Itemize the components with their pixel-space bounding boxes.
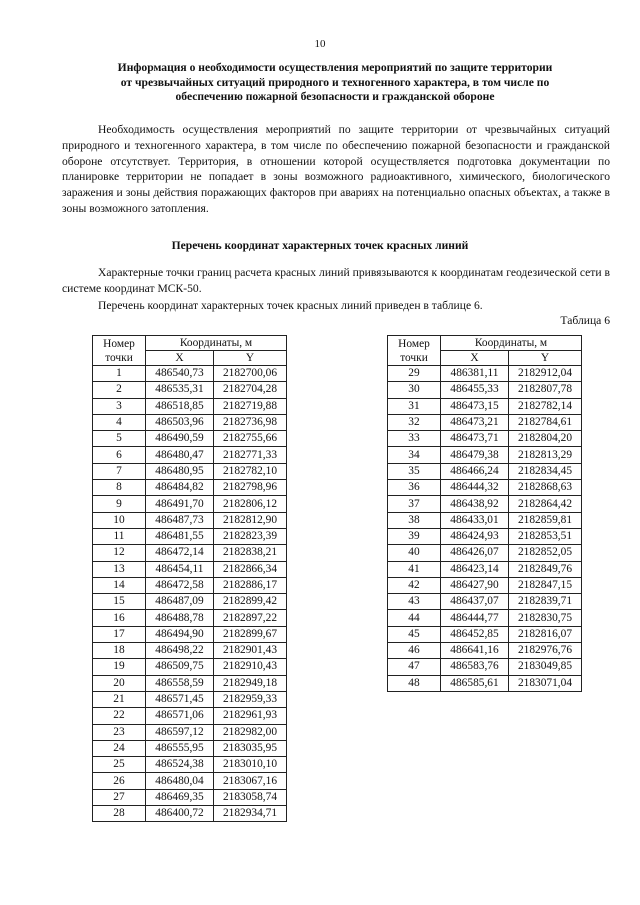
x-coordinate-cell: 486641,16 xyxy=(441,643,509,659)
point-number-cell: 12 xyxy=(93,545,146,561)
x-coordinate-cell: 486455,33 xyxy=(441,382,509,398)
table-row xyxy=(93,806,287,822)
table-row xyxy=(93,675,287,691)
point-number-cell: 11 xyxy=(93,528,146,544)
table-row xyxy=(93,447,287,463)
point-number-cell: 20 xyxy=(93,675,146,691)
header-point-number xyxy=(93,336,146,366)
y-coordinate-cell: 2182816,07 xyxy=(509,626,582,642)
x-coordinate-cell: 486494,90 xyxy=(146,626,214,642)
y-coordinate-cell: 2182813,29 xyxy=(509,447,582,463)
point-number-cell: 33 xyxy=(388,431,441,447)
x-coordinate-cell: 486484,82 xyxy=(146,480,214,496)
point-number-cell: 25 xyxy=(93,757,146,773)
x-coordinate-cell: 486438,92 xyxy=(441,496,509,512)
section-heading xyxy=(70,61,600,105)
y-coordinate-cell: 2182886,17 xyxy=(214,577,287,593)
y-coordinate-cell: 2182700,06 xyxy=(214,366,287,382)
y-coordinate-cell: 2182859,81 xyxy=(509,512,582,528)
point-number-cell: 29 xyxy=(388,366,441,382)
x-coordinate-cell: 486509,75 xyxy=(146,659,214,675)
table-row xyxy=(388,610,582,626)
y-coordinate-cell: 2183035,95 xyxy=(214,740,287,756)
y-coordinate-cell: 2182899,42 xyxy=(214,594,287,610)
y-coordinate-cell: 2182784,61 xyxy=(509,414,582,430)
heading-line-3: обеспечению пожарной безопасности и гражданской обороне xyxy=(175,90,495,103)
header-number-line2: точки xyxy=(400,351,428,364)
y-coordinate-cell: 2182982,00 xyxy=(214,724,287,740)
point-number-cell: 39 xyxy=(388,528,441,544)
table-row xyxy=(93,691,287,707)
table-row xyxy=(388,512,582,528)
x-coordinate-cell: 486488,78 xyxy=(146,610,214,626)
y-coordinate-cell: 2182910,43 xyxy=(214,659,287,675)
table-row xyxy=(93,382,287,398)
table-row xyxy=(93,724,287,740)
table-row xyxy=(93,789,287,805)
table-row xyxy=(93,398,287,414)
x-coordinate-cell: 486571,06 xyxy=(146,708,214,724)
x-coordinate-cell: 486444,32 xyxy=(441,480,509,496)
x-coordinate-cell: 486558,59 xyxy=(146,675,214,691)
y-coordinate-cell: 2182804,20 xyxy=(509,431,582,447)
point-number-cell: 22 xyxy=(93,708,146,724)
x-coordinate-cell: 486518,85 xyxy=(146,398,214,414)
table-row xyxy=(93,528,287,544)
point-number-cell: 21 xyxy=(93,691,146,707)
y-coordinate-cell: 2182866,34 xyxy=(214,561,287,577)
y-coordinate-cell: 2182847,15 xyxy=(509,577,582,593)
table-row xyxy=(93,708,287,724)
point-number-cell: 23 xyxy=(93,724,146,740)
header-x: X xyxy=(146,351,214,366)
x-coordinate-cell: 486583,76 xyxy=(441,659,509,675)
table-row xyxy=(388,463,582,479)
y-coordinate-cell: 2182897,22 xyxy=(214,610,287,626)
table-row xyxy=(93,463,287,479)
x-coordinate-cell: 486424,93 xyxy=(441,528,509,544)
y-coordinate-cell: 2182719,88 xyxy=(214,398,287,414)
point-number-cell: 35 xyxy=(388,463,441,479)
y-coordinate-cell: 2182830,75 xyxy=(509,610,582,626)
x-coordinate-cell: 486426,07 xyxy=(441,545,509,561)
point-number-cell: 38 xyxy=(388,512,441,528)
header-y: Y xyxy=(509,351,582,366)
table-row xyxy=(93,577,287,593)
point-number-cell: 6 xyxy=(93,447,146,463)
point-number-cell: 37 xyxy=(388,496,441,512)
y-coordinate-cell: 2183071,04 xyxy=(509,675,582,691)
table-row xyxy=(93,643,287,659)
table-row xyxy=(93,740,287,756)
x-coordinate-cell: 486540,73 xyxy=(146,366,214,382)
x-coordinate-cell: 486479,38 xyxy=(441,447,509,463)
y-coordinate-cell: 2182868,63 xyxy=(509,480,582,496)
x-coordinate-cell: 486472,14 xyxy=(146,545,214,561)
y-coordinate-cell: 2182901,43 xyxy=(214,643,287,659)
table-row xyxy=(388,431,582,447)
x-coordinate-cell: 486473,71 xyxy=(441,431,509,447)
x-coordinate-cell: 486487,09 xyxy=(146,594,214,610)
point-number-cell: 4 xyxy=(93,414,146,430)
y-coordinate-cell: 2182899,67 xyxy=(214,626,287,642)
point-number-cell: 47 xyxy=(388,659,441,675)
y-coordinate-cell: 2182807,78 xyxy=(509,382,582,398)
table-row xyxy=(388,447,582,463)
y-coordinate-cell: 2182806,12 xyxy=(214,496,287,512)
point-number-cell: 17 xyxy=(93,626,146,642)
point-number-cell: 19 xyxy=(93,659,146,675)
point-number-cell: 2 xyxy=(93,382,146,398)
x-coordinate-cell: 486427,90 xyxy=(441,577,509,593)
point-number-cell: 34 xyxy=(388,447,441,463)
point-number-cell: 36 xyxy=(388,480,441,496)
y-coordinate-cell: 2182849,76 xyxy=(509,561,582,577)
x-coordinate-cell: 486480,47 xyxy=(146,447,214,463)
point-number-cell: 40 xyxy=(388,545,441,561)
x-coordinate-cell: 486423,14 xyxy=(441,561,509,577)
y-coordinate-cell: 2182812,90 xyxy=(214,512,287,528)
heading-line-2: от чрезвычайных ситуаций природного и техногенного характера, в том числе по xyxy=(120,75,550,89)
table-row xyxy=(388,594,582,610)
table-row xyxy=(93,414,287,430)
x-coordinate-cell: 486381,11 xyxy=(441,366,509,382)
y-coordinate-cell: 2182976,76 xyxy=(509,643,582,659)
y-coordinate-cell: 2182755,66 xyxy=(214,431,287,447)
table-row xyxy=(388,480,582,496)
point-number-cell: 30 xyxy=(388,382,441,398)
heading-line-1: Информация о необходимости осуществления мероприятий по защите территории xyxy=(117,61,553,74)
point-number-cell: 15 xyxy=(93,594,146,610)
point-number-cell: 3 xyxy=(93,398,146,414)
y-coordinate-cell: 2182912,04 xyxy=(509,366,582,382)
binding-paragraph: Характерные точки границ расчета красных линий привязываются к координатам геодезической сети в системе координат МСК-50. xyxy=(62,266,610,295)
point-number-cell: 24 xyxy=(93,740,146,756)
table-row xyxy=(93,610,287,626)
y-coordinate-cell: 2182961,93 xyxy=(214,708,287,724)
table-row xyxy=(93,496,287,512)
y-coordinate-cell: 2183010,10 xyxy=(214,757,287,773)
x-coordinate-cell: 486498,22 xyxy=(146,643,214,659)
coordinates-table-left xyxy=(92,335,287,822)
x-coordinate-cell: 486480,04 xyxy=(146,773,214,789)
table-row xyxy=(93,773,287,789)
table-row xyxy=(93,626,287,642)
coordinates-table-right xyxy=(387,335,582,692)
point-number-cell: 43 xyxy=(388,594,441,610)
x-coordinate-cell: 486469,35 xyxy=(146,789,214,805)
point-number-cell: 26 xyxy=(93,773,146,789)
x-coordinate-cell: 486490,59 xyxy=(146,431,214,447)
table-row xyxy=(93,480,287,496)
x-coordinate-cell: 486585,61 xyxy=(441,675,509,691)
table-row xyxy=(93,366,287,382)
table-row xyxy=(388,366,582,382)
x-coordinate-cell: 486466,24 xyxy=(441,463,509,479)
y-coordinate-cell: 2183058,74 xyxy=(214,789,287,805)
x-coordinate-cell: 486524,38 xyxy=(146,757,214,773)
table-row xyxy=(388,643,582,659)
x-coordinate-cell: 486437,07 xyxy=(441,594,509,610)
point-number-cell: 10 xyxy=(93,512,146,528)
y-coordinate-cell: 2182853,51 xyxy=(509,528,582,544)
table-reference-paragraph: Перечень координат характерных точек красных линий приведен в таблице 6. xyxy=(98,299,483,312)
table-row xyxy=(388,496,582,512)
point-number-cell: 18 xyxy=(93,643,146,659)
emergency-paragraph: Необходимость осуществления мероприятий по защите территории от чрезвычайных ситуаций природного и техногенного характера, в том числе по обеспечению пожарной безопасности и гражданской обороне отсутствует. Территория, в отношении которой осуществляется подготовка документации по планировке территории не попадает в зоны возможного радиоактивного, химического, биологического заражения и зоны действия поражающих факторов при авариях на потенциально опасных объектах, а также в зоны возможного затопления. xyxy=(62,123,610,215)
y-coordinate-cell: 2182782,14 xyxy=(509,398,582,414)
x-coordinate-cell: 486452,85 xyxy=(441,626,509,642)
y-coordinate-cell: 2183049,85 xyxy=(509,659,582,675)
table-row xyxy=(93,757,287,773)
header-number-line1: Номер xyxy=(398,337,430,350)
y-coordinate-cell: 2182823,39 xyxy=(214,528,287,544)
y-coordinate-cell: 2182839,71 xyxy=(509,594,582,610)
table-row xyxy=(388,414,582,430)
y-coordinate-cell: 2182959,33 xyxy=(214,691,287,707)
header-number-line1: Номер xyxy=(103,337,135,350)
table-row xyxy=(388,382,582,398)
point-number-cell: 41 xyxy=(388,561,441,577)
table-row xyxy=(93,659,287,675)
table-row xyxy=(388,528,582,544)
point-number-cell: 45 xyxy=(388,626,441,642)
point-number-cell: 48 xyxy=(388,675,441,691)
x-coordinate-cell: 486535,31 xyxy=(146,382,214,398)
y-coordinate-cell: 2182798,96 xyxy=(214,480,287,496)
table-row xyxy=(388,561,582,577)
table-row xyxy=(93,594,287,610)
x-coordinate-cell: 486487,73 xyxy=(146,512,214,528)
x-coordinate-cell: 486433,01 xyxy=(441,512,509,528)
page-number: 10 xyxy=(314,38,326,50)
x-coordinate-cell: 486571,45 xyxy=(146,691,214,707)
x-coordinate-cell: 486473,15 xyxy=(441,398,509,414)
y-coordinate-cell: 2182771,33 xyxy=(214,447,287,463)
x-coordinate-cell: 486454,11 xyxy=(146,561,214,577)
table-row xyxy=(93,561,287,577)
point-number-cell: 32 xyxy=(388,414,441,430)
point-number-cell: 1 xyxy=(93,366,146,382)
point-number-cell: 8 xyxy=(93,480,146,496)
table-row xyxy=(388,659,582,675)
x-coordinate-cell: 486503,96 xyxy=(146,414,214,430)
x-coordinate-cell: 486472,58 xyxy=(146,577,214,593)
y-coordinate-cell: 2182864,42 xyxy=(509,496,582,512)
x-coordinate-cell: 486444,77 xyxy=(441,610,509,626)
x-coordinate-cell: 486491,70 xyxy=(146,496,214,512)
header-y: Y xyxy=(214,351,287,366)
point-number-cell: 31 xyxy=(388,398,441,414)
header-number-line2: точки xyxy=(105,351,133,364)
y-coordinate-cell: 2182704,28 xyxy=(214,382,287,398)
x-coordinate-cell: 486555,95 xyxy=(146,740,214,756)
point-number-cell: 16 xyxy=(93,610,146,626)
x-coordinate-cell: 486481,55 xyxy=(146,528,214,544)
point-number-cell: 14 xyxy=(93,577,146,593)
point-number-cell: 5 xyxy=(93,431,146,447)
point-number-cell: 42 xyxy=(388,577,441,593)
point-number-cell: 27 xyxy=(93,789,146,805)
coordinates-subheading: Перечень координат характерных точек красных линий xyxy=(171,239,469,252)
point-number-cell: 28 xyxy=(93,806,146,822)
header-point-number xyxy=(388,336,441,366)
y-coordinate-cell: 2183067,16 xyxy=(214,773,287,789)
y-coordinate-cell: 2182834,45 xyxy=(509,463,582,479)
table-row xyxy=(93,431,287,447)
point-number-cell: 44 xyxy=(388,610,441,626)
x-coordinate-cell: 486597,12 xyxy=(146,724,214,740)
y-coordinate-cell: 2182736,98 xyxy=(214,414,287,430)
header-coordinates: Координаты, м xyxy=(146,336,287,351)
point-number-cell: 13 xyxy=(93,561,146,577)
y-coordinate-cell: 2182782,10 xyxy=(214,463,287,479)
header-x: X xyxy=(441,351,509,366)
table-row xyxy=(93,512,287,528)
header-coordinates: Координаты, м xyxy=(441,336,582,351)
table-row xyxy=(388,577,582,593)
x-coordinate-cell: 486400,72 xyxy=(146,806,214,822)
y-coordinate-cell: 2182838,21 xyxy=(214,545,287,561)
point-number-cell: 7 xyxy=(93,463,146,479)
point-number-cell: 46 xyxy=(388,643,441,659)
table-row xyxy=(93,545,287,561)
table-caption: Таблица 6 xyxy=(560,314,610,327)
table-row xyxy=(388,675,582,691)
y-coordinate-cell: 2182949,18 xyxy=(214,675,287,691)
table-row xyxy=(388,398,582,414)
y-coordinate-cell: 2182852,05 xyxy=(509,545,582,561)
point-number-cell: 9 xyxy=(93,496,146,512)
x-coordinate-cell: 486480,95 xyxy=(146,463,214,479)
table-row xyxy=(388,545,582,561)
y-coordinate-cell: 2182934,71 xyxy=(214,806,287,822)
table-row xyxy=(388,626,582,642)
x-coordinate-cell: 486473,21 xyxy=(441,414,509,430)
